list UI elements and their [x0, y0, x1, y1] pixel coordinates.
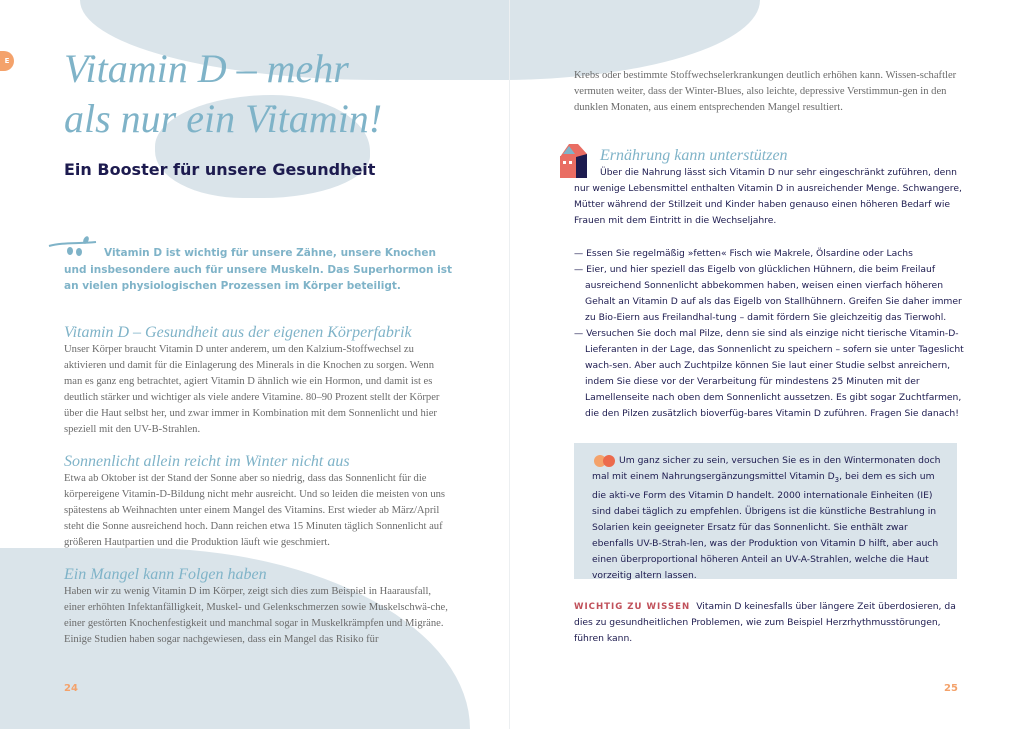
subtitle: Ein Booster für unsere Gesundheit	[64, 160, 376, 179]
page-title	[64, 44, 382, 144]
page-number-left: 24	[64, 683, 78, 694]
section-heading: Vitamin D – Gesundheit aus der eigenen Körperfabrik	[64, 324, 412, 341]
continuation-text: Krebs oder bestimmte Stoffwechselerkrankungen deutlich erhöhen kann. Wissen-schaftler vermuten weiter, dass der Winter-Blues, also leichte, depressive Verstimmun-gen in den dunklen Monaten, aus einem entsprechenden Mangel resultiert.	[574, 70, 957, 113]
tip-text-part: , bei dem es sich um die akti-ve Form des Vitamin D handelt. 2000 internationale Einheiten (IE) sind dabei täglich zu empfehlen. Übrigens ist die künstliche Bestrahlung in Solarien kein geeigneter Ersatz für das Sonnenlicht. Sie enthält zwar ebenfalls UV-B-Strah-len, was der Produktion von Vitamin D hilft, aber auch einen überproportional höheren Anteil an UV-A-Strahlen, welche die Haut vorzeitig altern lassen.	[592, 471, 939, 581]
section-koerperfabrik	[64, 324, 454, 438]
section-heading: Ein Mangel kann Folgen haben	[64, 566, 267, 583]
tip-box	[574, 443, 957, 579]
tip-text	[592, 453, 942, 584]
list-item: — Eier, und hier speziell das Eigelb von glücklichen Hühnern, die beim Freilauf ausreichend Sonnenlicht abbekommen haben, weisen einen vierfach höheren Gehalt an Vitamin D auf als das Eigelb von Stallhühnern. Greifen Sie daher immer zu Bio-Eiern aus Freilandhal-tung – damit fördern Sie gleichzeitig das Tierwohl.	[574, 264, 962, 323]
tip-text-part: Um ganz sicher zu sein, versuchen Sie es in den Wintermonaten doch mal mit einem Nahrungsergänzungsmittel Vitamin D	[592, 455, 941, 482]
tip-subscript: 3	[834, 475, 840, 484]
section-sonnenlicht	[64, 453, 454, 551]
page-gutter	[509, 0, 510, 729]
section-text: Haben wir zu wenig Vitamin D im Körper, zeigt sich dies zum Beispiel in Haarausfall, einer erhöhten Infektanfälligkeit, Muskel- und Gelenkschmerzen sowie Muskelschwä-che, einer gestörten Knochenfestigkeit und manchmal sogar in Muskelkrämpfen und Migräne. Einige Studien haben sogar nachgewiesen, dass ein Mangel das Risiko für	[64, 586, 448, 645]
nutrition-text: Über die Nahrung lässt sich Vitamin D nur sehr eingeschränkt zuführen, denn nur wenige Lebensmittel enthalten Vitamin D in ausreichender Menge. Schwangere, Mütter während der Stillzeit und Kinder haben genauso einen höheren Bedarf wie Frauen mit dem Eintritt in die Wechseljahre.	[574, 167, 962, 226]
chapter-tab-label: E	[4, 57, 10, 65]
chapter-tab[interactable]	[0, 51, 14, 71]
nutrition-heading: Ernährung kann unterstützen	[600, 147, 788, 164]
section-text: Etwa ab Oktober ist der Stand der Sonne aber so niedrig, dass das Sonnenlicht für die körpereigene Vitamin-D-Bildung nicht mehr ausreicht. Und so leiden die meisten von uns spätestens ab Weihnachten unter einem Mangel des Vitamins. Erst wieder ab März/April steht die Sonne ausreichend hoch. Dann reichen etwa 15 Minuten täglich Sonnenlicht auf größeren Hautpartien und die Produktion läuft wie geschmiert.	[64, 473, 446, 548]
title-line-2: als nur ein Vitamin!	[64, 96, 383, 141]
title-line-1: Vitamin D – mehr	[64, 46, 349, 91]
page-number-right: 25	[944, 683, 958, 694]
section-heading: Sonnenlicht allein reicht im Winter nicht aus	[64, 453, 350, 470]
important-note	[574, 599, 964, 647]
list-item: — Versuchen Sie doch mal Pilze, denn sie sind als einzige nicht tierische Vitamin-D-Lieferanten in der Lage, das Sonnenlicht zu speichern – sofern sie unter Tageslicht wach-sen. Aber auch Zuchtpilze können Sie laut einer Studie selbst anreichern, indem Sie diese vor der Verarbeitung für mindestens 25 Minuten mit der Lamellenseite nach oben dem Sonnenlicht aussetzen. Es gibt sogar Zuchtfarmen, die den Pilzen zusätzlich bioverfüg-bares Vitamin D zuführen. Fragen Sie danach!	[574, 328, 964, 419]
important-label: WICHTIG ZU WISSEN	[574, 602, 691, 612]
lead-paragraph: Vitamin D ist wichtig für unsere Zähne, unsere Knochen und insbesondere auch für unsere Muskeln. Das Superhormon ist an vielen physiologischen Prozessen im Körper beteiligt.	[64, 247, 452, 292]
list-item: — Essen Sie regelmäßig »fetten« Fisch wie Makrele, Ölsardine oder Lachs	[574, 248, 913, 259]
section-text: Unser Körper braucht Vitamin D unter anderem, um den Kalzium-Stoffwechsel zu aktivieren und damit für die Einlagerung des Minerals in die Knochen zu sorgen. Wenn man es ganz eng betrachtet, agiert Vitamin D ähnlich wie ein Hormon, und damit ist es deutlich stärker und wichtiger als viele andere Vitamine. 80–90 Prozent stellt der Körper über die Haut selbst her, und zwar immer in Kombination mit dem Sonnenlicht und hier speziell mit den UV-B-Strahlen.	[64, 344, 440, 435]
section-mangel	[64, 566, 454, 648]
important-text: Vitamin D keinesfalls über längere Zeit überdosieren, da dies zu gesundheitlichen Problemen, wie zum Beispiel Herzrhythmusstörungen, führen kann.	[574, 601, 956, 644]
nutrition-list	[574, 246, 964, 422]
